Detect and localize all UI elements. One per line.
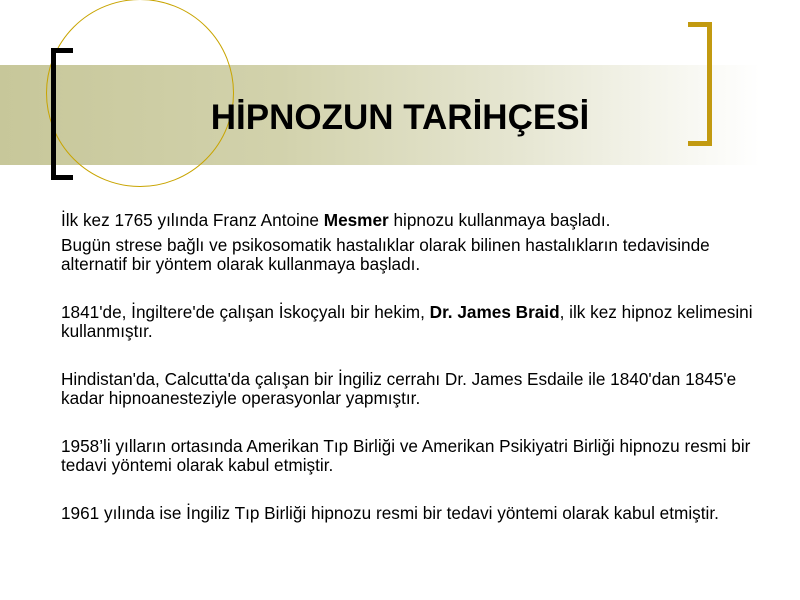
paragraph-1958: 1958’li yılların ortasında Amerikan Tıp Birliği ve Amerikan Psikiyatri Birliği hipnozu resmi bir tedavi yöntemi olarak kabul etmiştir.: [61, 435, 751, 475]
left-bracket-decoration: [51, 48, 73, 180]
paragraph-text: hipnozu kullanmaya başladı.: [388, 210, 611, 230]
paragraph-text: 1841'de, İngiltere'de çalışan İskoçyalı bir hekim,: [61, 301, 430, 322]
paragraph-esdaile: Hindistan'da, Calcutta'da çalışan bir İngiliz cerrahı Dr. James Esdaile ile 1840'dan 1845'e kadar hipnoanesteziyle operasyonlar yapmıştır.: [61, 368, 737, 408]
decorative-circle: [46, 0, 234, 187]
paragraph-text: İlk kez 1765 yılında Franz Antoine: [61, 210, 324, 230]
name-highlight: Dr. James Braid: [429, 301, 560, 322]
paragraph-today: Bugün strese bağlı ve psikosomatik hastalıklar olarak bilinen hastalıkların tedavisinde alternatif bir yöntem olarak kullanmaya başladı.: [61, 234, 710, 274]
slide-body: [61, 211, 761, 523]
name-highlight: Mesmer: [323, 210, 389, 230]
paragraph-mesmer: [61, 211, 761, 231]
paragraph-text: , ilk kez hipnoz kelimesini kullanmıştır.: [61, 301, 753, 341]
slide-title: HİPNOZUN TARİHÇESİ: [210, 98, 590, 137]
right-bracket-decoration: [688, 22, 712, 146]
paragraph-1961: 1961 yılında ise İngiliz Tıp Birliği hipnozu resmi bir tedavi yöntemi olarak kabul etmiştir.: [61, 502, 719, 523]
paragraph-braid: [61, 303, 761, 342]
